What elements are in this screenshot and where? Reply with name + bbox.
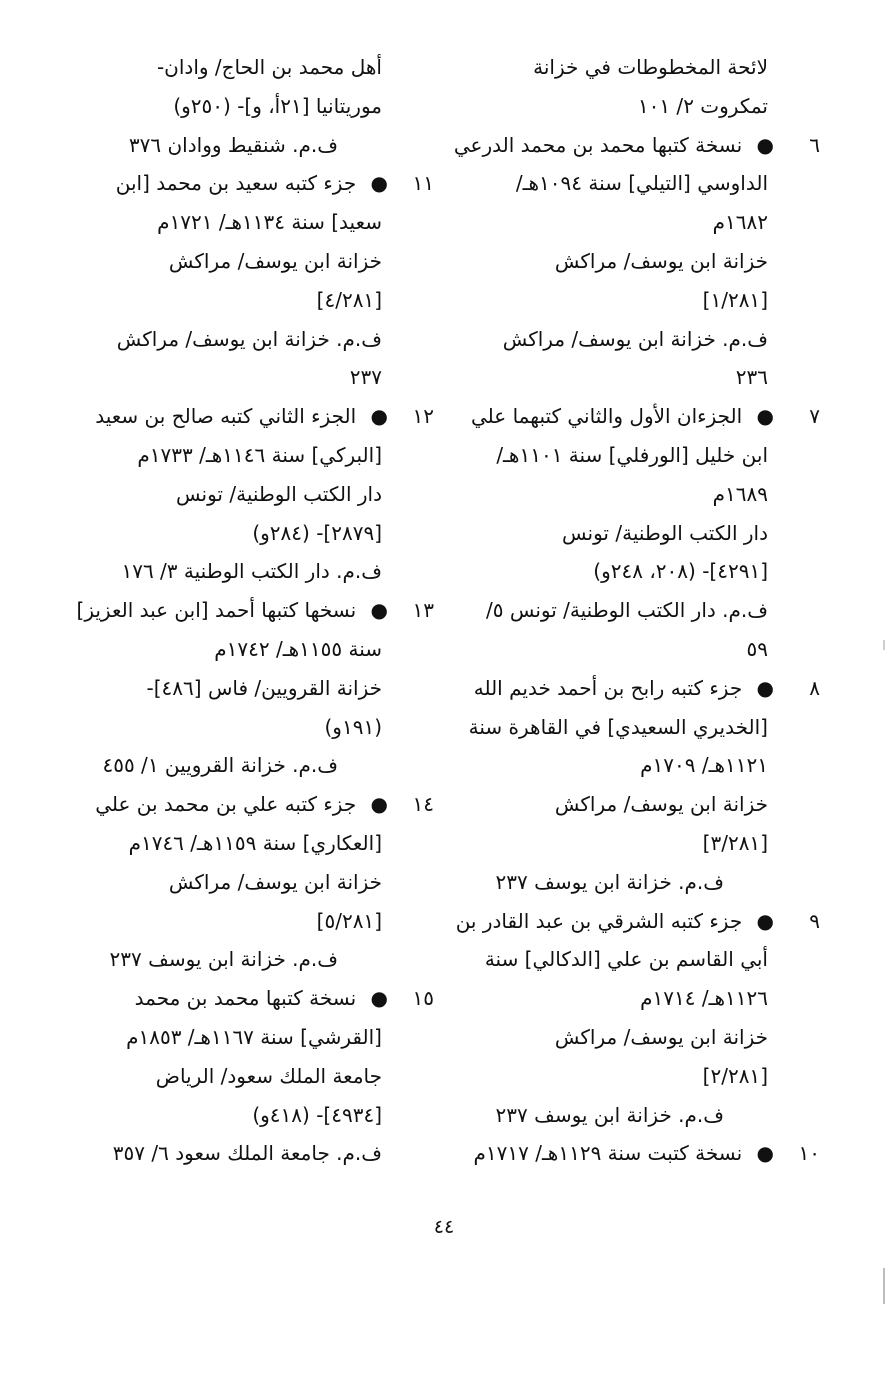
entry-line: ف.م. دار الكتب الوطنية/ تونس ٥/: [485, 598, 768, 623]
entry-line: خزانة ابن يوسف/ مراكش: [554, 248, 768, 273]
intro-line: تمكروت ٢/ ١٠١: [637, 93, 768, 118]
entry-line: الداوسي [التيلي] سنة ١٠٩٤هـ/: [515, 171, 768, 196]
entry-line: ١٦٨٢م: [712, 210, 768, 235]
entry-line: [القرشي] سنة ١١٦٧هـ/ ١٨٥٣م: [126, 1024, 382, 1049]
entry-line: (١٩١و): [324, 714, 382, 739]
entry-number: ١٤: [412, 792, 434, 817]
entry-line: [٣/٢٨١]: [702, 830, 768, 855]
right-column: [453, 48, 820, 1173]
entry-line: ف.م. خزانة ابن يوسف ٢٣٧: [495, 1102, 724, 1127]
entry-line: ٢٣٧: [349, 365, 382, 390]
entry-first-line: جزء كتبه علي بن محمد بن علي: [95, 792, 357, 817]
entry-first-line: الجزءان الأول والثاني كتبهما علي: [470, 404, 743, 429]
catalog-entry-6: [453, 126, 820, 398]
entry-line: خزانة ابن يوسف/ مراكش: [168, 869, 382, 894]
entry-line: [العكاري] سنة ١١٥٩هـ/ ١٧٤٦م: [128, 830, 382, 855]
entry-line: ٥٩: [746, 636, 768, 661]
entry-line: [٥/٢٨١]: [316, 908, 382, 933]
bullet-icon: ●: [756, 132, 774, 157]
catalog-entry-10: [473, 1134, 820, 1173]
entry-line: [الخديري السعيدي] في القاهرة سنة: [468, 714, 768, 739]
catalog-entry-9: [455, 902, 820, 1135]
entry-line: ابن خليل [الورفلي] سنة ١١٠١هـ/: [496, 442, 768, 467]
entry-line: سنة ١١٥٥هـ/ ١٧٤٢م: [214, 636, 382, 661]
entry-first-line: الجزء الثاني كتبه صالح بن سعيد: [95, 404, 357, 429]
entry-line: ٢٣٦: [735, 365, 768, 390]
entry-line: ١٦٨٩م: [712, 481, 768, 506]
bullet-icon: ●: [756, 675, 774, 700]
entry-number: ٩: [809, 908, 820, 933]
bullet-icon: ●: [756, 404, 774, 429]
entry-first-line: جزء كتبه سعيد بن محمد [ابن: [115, 171, 357, 196]
entry-line: ١١٢١هـ/ ١٧٠٩م: [640, 753, 768, 778]
catalog-entry-7: [470, 397, 820, 669]
entry-line: ف.م. خزانة ابن يوسف ٢٣٧: [109, 947, 338, 972]
entry-line: أبي القاسم بن علي [الدكالي] سنة: [484, 947, 768, 972]
entry-line: دار الكتب الوطنية/ تونس: [176, 481, 382, 506]
intro-line: ف.م. شنقيط ووادان ٣٧٦: [128, 132, 338, 157]
bullet-icon: ●: [370, 404, 388, 429]
catalog-entry-11: [96, 164, 434, 397]
entry-line: [٢/٢٨١]: [702, 1063, 768, 1088]
entry-line: ف.م. دار الكتب الوطنية ٣/ ١٧٦: [121, 559, 382, 584]
intro-line: لائحة المخطوطات في خزانة: [533, 55, 768, 79]
entry-first-line: نسخها كتبها أحمد [ابن عبد العزيز]: [76, 598, 357, 623]
entry-number: ٨: [809, 675, 820, 700]
entry-first-line: جزء كتبه الشرقي بن عبد القادر بن: [455, 908, 743, 933]
entry-number: ١٣: [412, 598, 434, 623]
bullet-icon: ●: [756, 1141, 774, 1166]
bullet-icon: ●: [756, 908, 774, 933]
intro-line: موريتانيا [٢١أ، و]- (٢٥٠و): [173, 93, 382, 118]
page-number: ٤٤: [433, 1216, 455, 1238]
entry-line: [البركي] سنة ١١٤٦هـ/ ١٧٣٣م: [137, 442, 382, 467]
catalog-entry-13: [76, 591, 434, 785]
entry-line: [٤٢٩١]- (٢٠٨، ٢٤٨و): [593, 559, 768, 584]
entry-line: [٤/٢٨١]: [316, 287, 382, 312]
entry-line: ف.م. خزانة ابن يوسف/ مراكش: [502, 326, 768, 351]
catalog-entry-14: [96, 785, 434, 979]
entry-line: خزانة ابن يوسف/ مراكش: [554, 1024, 768, 1049]
bullet-icon: ●: [370, 792, 388, 817]
entry-line: [١/٢٨١]: [702, 287, 768, 312]
entry-line: ١١٢٦هـ/ ١٧١٤م: [640, 986, 768, 1011]
entry-number: ٧: [809, 404, 820, 429]
entry-first-line: جزء كتبه رابح بن أحمد خديم الله: [473, 675, 743, 700]
entry-line: خزانة القرويين/ فاس [٤٨٦]-: [146, 675, 382, 700]
entry-line: [٤٩٣٤]- (٤١٨و): [252, 1102, 382, 1127]
scan-edge-mark: [883, 1268, 885, 1304]
entry-line: ف.م. خزانة ابن يوسف/ مراكش: [116, 326, 382, 351]
entry-line: ف.م. خزانة ابن يوسف ٢٣٧: [495, 869, 724, 894]
bullet-icon: ●: [370, 986, 388, 1011]
entry-line: جامعة الملك سعود/ الرياض: [155, 1063, 382, 1088]
entry-line: ف.م. خزانة القرويين ١/ ٤٥٥: [102, 753, 338, 778]
entry-number: ١٠: [798, 1141, 820, 1166]
entry-first-line: نسخة كتبت سنة ١١٢٩هـ/ ١٧١٧م: [473, 1141, 743, 1166]
entry-line: سعيد] سنة ١١٣٤هـ/ ١٧٢١م: [157, 210, 382, 235]
entry-number: ١١: [412, 171, 434, 196]
catalog-entry-12: [96, 397, 434, 591]
entry-line: خزانة ابن يوسف/ مراكش: [168, 248, 382, 273]
catalog-entry-8: [468, 669, 820, 902]
entry-line: دار الكتب الوطنية/ تونس: [562, 520, 768, 545]
scan-edge-mark: [883, 640, 885, 650]
catalog-entry-15: [96, 979, 434, 1173]
intro-line: أهل محمد بن الحاج/ وادان-: [156, 55, 382, 79]
entry-number: ١٥: [412, 986, 434, 1011]
entry-number: ٦: [809, 132, 820, 157]
entry-line: ف.م. جامعة الملك سعود ٦/ ٣٥٧: [112, 1141, 382, 1166]
entry-line: [٢٨٧٩]- (٢٨٤و): [252, 520, 382, 545]
bullet-icon: ●: [370, 171, 388, 196]
left-column: [76, 48, 434, 1173]
entry-line: خزانة ابن يوسف/ مراكش: [554, 792, 768, 817]
entry-first-line: نسخة كتبها محمد بن محمد الدرعي: [453, 132, 743, 157]
entry-number: ١٢: [412, 404, 434, 429]
entry-first-line: نسخة كتبها محمد بن محمد: [134, 986, 357, 1011]
bullet-icon: ●: [370, 598, 388, 623]
